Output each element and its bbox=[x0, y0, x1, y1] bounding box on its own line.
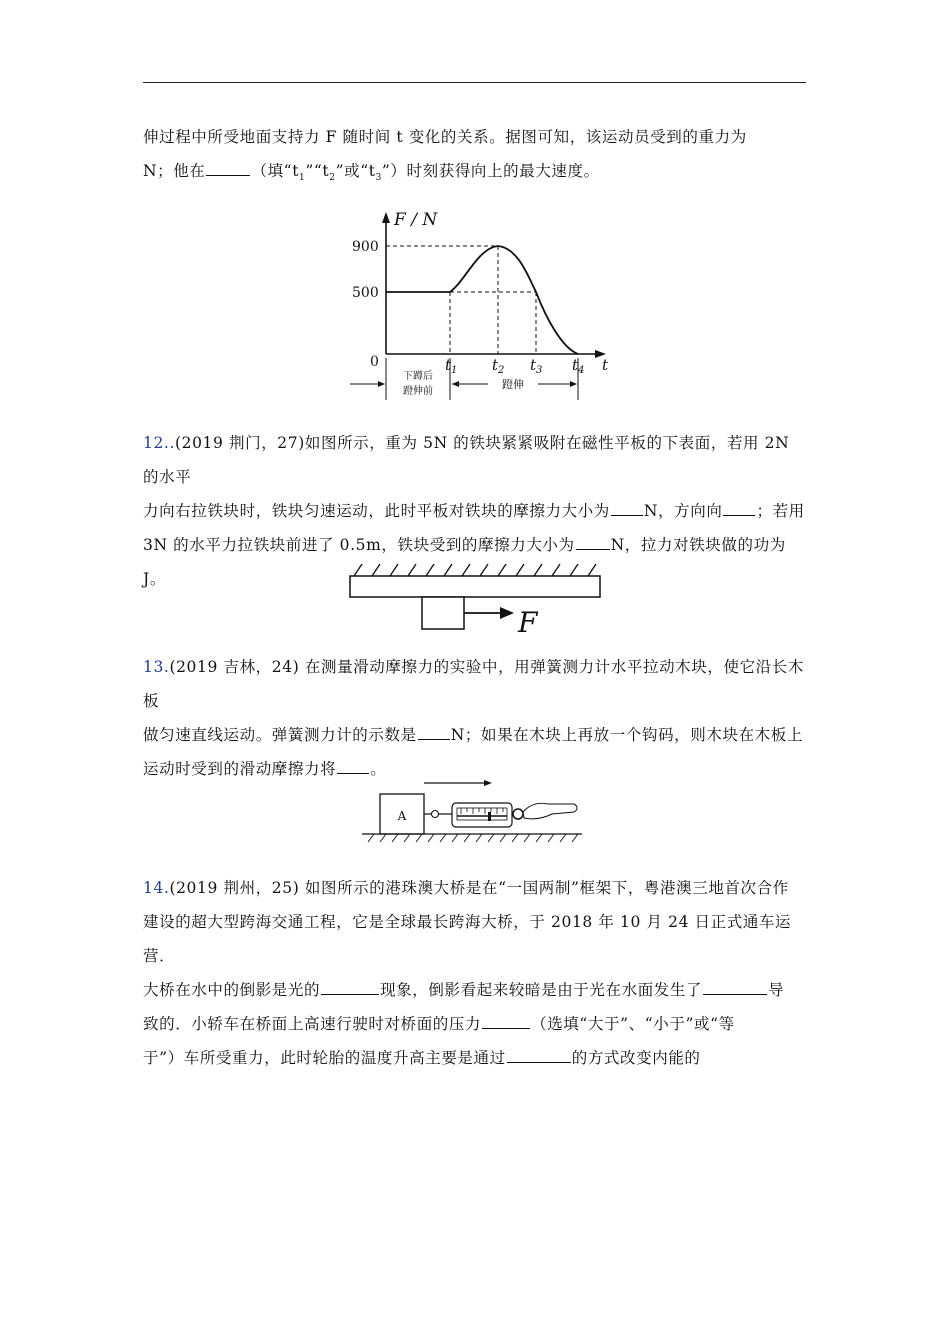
tick-500: 500 bbox=[352, 285, 379, 301]
force-label: F bbox=[518, 606, 538, 639]
q13-line1: 13.(2019 吉林，24) 在测量滑动摩擦力的实验中，用弹簧测力计水平拉动木块，使它沿长木板 bbox=[143, 658, 804, 710]
hand bbox=[523, 803, 577, 819]
force-curve bbox=[386, 246, 578, 354]
q12-line4: J。 bbox=[143, 570, 166, 588]
q14-line4: 致的．小轿车在桥面上高速行驶时对桥面的压力 （选填“大于”、“小于”或“等 bbox=[143, 1015, 735, 1033]
answer-blank[interactable] bbox=[611, 501, 643, 516]
q14-line3: 大桥在水中的倒影是光的 现象，倒影看起来较暗是由于光在水面发生了 导 bbox=[143, 981, 785, 999]
force-time-graph bbox=[338, 210, 628, 405]
tick-t3: $t_3$ bbox=[530, 356, 543, 376]
tick-t1: $t_1$ bbox=[445, 356, 458, 376]
y-axis-label: F / N bbox=[394, 210, 438, 230]
answer-blank[interactable] bbox=[703, 980, 767, 995]
iron-block bbox=[422, 597, 464, 629]
q14-line1: 14.(2019 荆州，25) 如图所示的港珠澳大桥是在“一国两制”框架下，粤港澳三地首次合作 bbox=[143, 879, 789, 897]
answer-blank[interactable] bbox=[576, 535, 610, 550]
magnetic-plate bbox=[350, 576, 600, 597]
q14-line5: 于”）车所受重力，此时轮胎的温度升高主要是通过 的方式改变内能的 bbox=[143, 1049, 701, 1067]
answer-blank[interactable] bbox=[507, 1048, 571, 1063]
tick-900: 900 bbox=[352, 239, 379, 255]
q12-line2: 力向右拉铁块时，铁块匀速运动，此时平板对铁块的摩擦力大小为 N，方向向 ；若用 bbox=[143, 502, 805, 520]
magnetic-plate-figure bbox=[340, 556, 610, 639]
phase-label-a1: 下蹲后 bbox=[403, 371, 433, 382]
tick-t2: $t_2$ bbox=[492, 356, 505, 376]
y-axis-arrow bbox=[382, 212, 390, 223]
answer-blank[interactable] bbox=[321, 980, 379, 995]
phase-label-b: 蹬伸 bbox=[502, 378, 524, 391]
question-number: 12.. bbox=[143, 434, 175, 452]
q13-text bbox=[143, 650, 806, 786]
q11-line2: N；他在 （填“$t_1”“t_2$”或“$t_3$”）时刻获得向上的最大速度。 bbox=[143, 162, 600, 184]
q13-line2: 做匀速直线运动。弹簧测力计的示数是 N；如果在木块上再放一个钩码，则木块在木板上 bbox=[143, 726, 803, 744]
q11-line1: 伸过程中所受地面支持力 F 随时间 t 变化的关系。据图可知，该运动员受到的重力为 bbox=[143, 128, 747, 146]
q14-line2: 建设的超大型跨海交通工程，它是全球最长跨海大桥，于 2018 年 10 月 24 日正式通车运营． bbox=[143, 913, 792, 965]
answer-blank[interactable] bbox=[337, 759, 369, 774]
header-rule bbox=[143, 82, 806, 83]
answer-blank[interactable] bbox=[206, 161, 250, 176]
q13-line3: 运动时受到的滑动摩擦力将 。 bbox=[143, 760, 387, 778]
phase-label-a2: 蹬伸前 bbox=[403, 386, 433, 397]
tick-t4: $t_4$ bbox=[572, 356, 585, 376]
spring-scale bbox=[452, 803, 512, 827]
spring-scale-figure bbox=[362, 776, 587, 846]
answer-blank[interactable] bbox=[723, 501, 755, 516]
q11-text bbox=[143, 120, 806, 195]
x-axis-label: t bbox=[602, 356, 609, 374]
question-number: 13. bbox=[143, 658, 170, 676]
origin-label: 0 bbox=[370, 354, 379, 370]
block-a-label: A bbox=[397, 809, 407, 823]
q12-line3: 3N 的水平力拉铁块前进了 0.5m，铁块受到的摩擦力大小为 N，拉力对铁块做的功为 bbox=[143, 536, 786, 554]
answer-blank[interactable] bbox=[482, 1014, 530, 1029]
question-number: 14. bbox=[143, 879, 170, 897]
q12-line1: 12..(2019 荆门，27)如图所示，重为 5N 的铁块紧紧吸附在磁性平板的下表面，若用 2N 的水平 bbox=[143, 434, 790, 486]
q14-text bbox=[143, 871, 806, 1075]
answer-blank[interactable] bbox=[418, 725, 450, 740]
